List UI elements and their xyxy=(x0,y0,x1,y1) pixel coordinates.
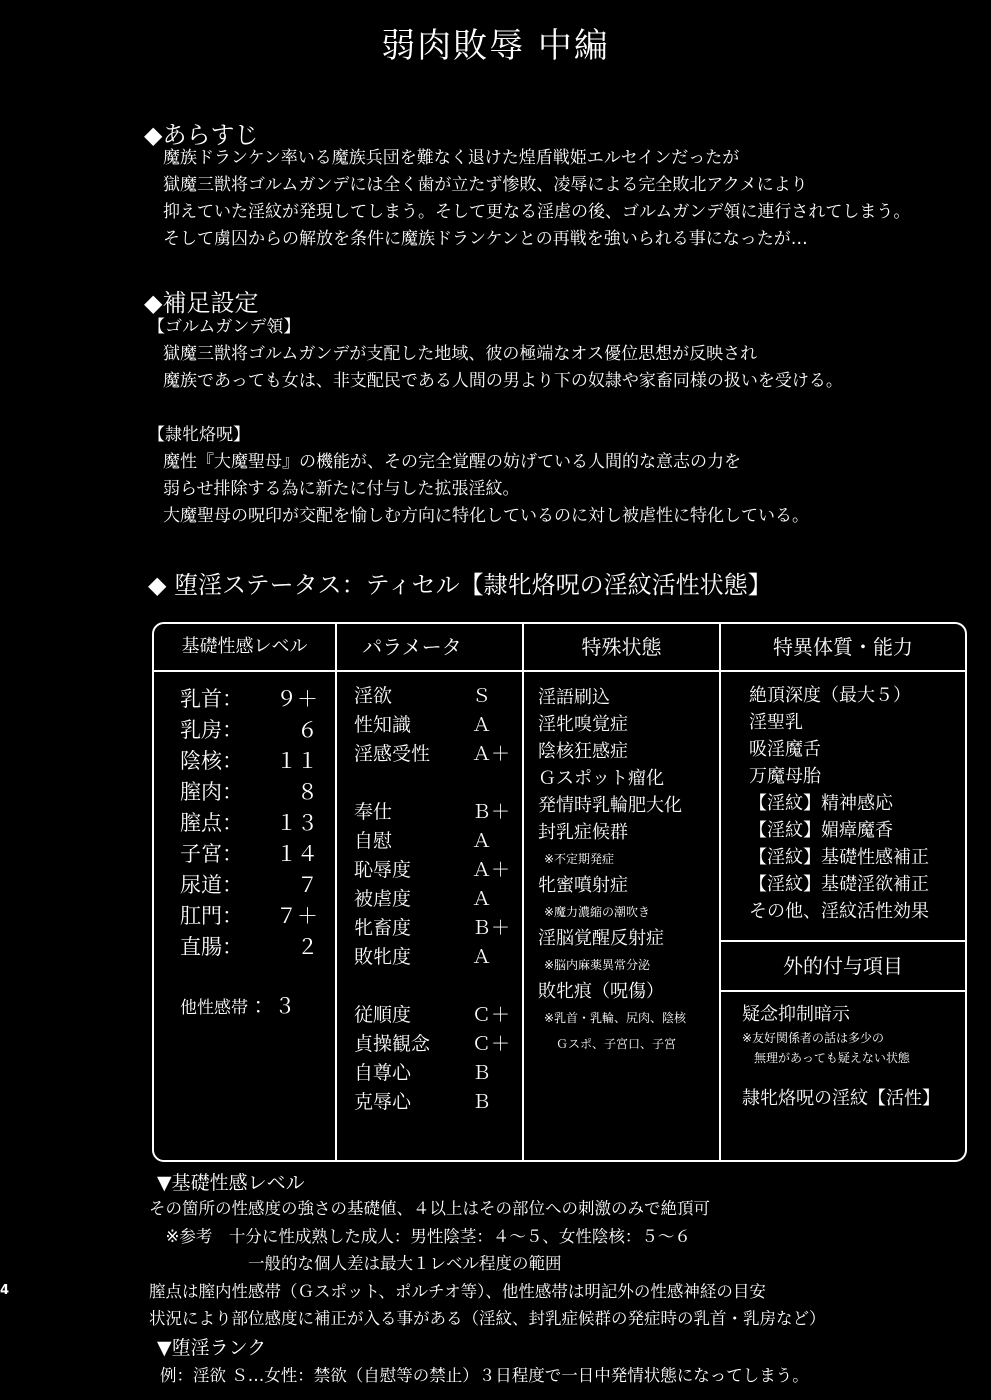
external-header: 外的付与項目 xyxy=(783,954,903,978)
param-name: 淫欲 xyxy=(354,685,393,707)
param-row xyxy=(354,885,510,914)
page-number: 4 xyxy=(0,1283,10,1298)
param-rank: Ａ＋ xyxy=(472,743,511,765)
level-value: ９＋ xyxy=(276,687,318,711)
param-row xyxy=(354,1088,510,1117)
line: ※参考 十分に性成熟した成人：男性陰茎：４～５、女性陰核：５～６ xyxy=(149,1226,691,1246)
level-row xyxy=(180,839,318,870)
ability: 【淫紋】基礎性感補正 xyxy=(749,847,929,868)
supplement-heading: ◆補足設定 xyxy=(144,289,259,317)
param-name: 克辱心 xyxy=(354,1091,412,1113)
line: 大魔聖母の呪印が交配を愉しむ方向に特化しているのに対し被虐性に特化している。 xyxy=(163,506,809,526)
notes-heading-level: ▼基礎性感レベル xyxy=(157,1172,305,1194)
special-state: 敗牝痕（呪傷） xyxy=(538,981,664,1002)
special-state: ※不定期発症 xyxy=(544,852,615,866)
param-rank: Ａ xyxy=(472,714,492,736)
param-rank: Ｓ xyxy=(472,685,492,707)
level-row xyxy=(180,684,318,715)
level-value: ７＋ xyxy=(276,904,318,928)
special-state: 淫牝嗅覚症 xyxy=(538,714,628,735)
param-rank: Ａ xyxy=(472,946,492,968)
level-part: 直腸： xyxy=(180,935,243,959)
level-value: ８ xyxy=(297,780,318,804)
param-name: 恥辱度 xyxy=(354,859,412,881)
ability: 吸淫魔舌 xyxy=(749,739,821,760)
param-row xyxy=(354,798,510,827)
header-special-state: 特殊状態 xyxy=(581,635,662,659)
header-base-level: 基礎性感レベル xyxy=(181,636,308,657)
synopsis-heading: ◆あらすじ xyxy=(144,121,259,149)
level-row xyxy=(180,901,318,932)
ability: その他、淫紋活性効果 xyxy=(749,901,929,922)
param-name: 被虐度 xyxy=(354,888,412,910)
level-part: 肛門： xyxy=(180,904,243,928)
param-row xyxy=(354,827,510,856)
param-row xyxy=(354,1030,510,1059)
line: 魔族であっても女は、非支配民である人間の男より下の奴隷や家畜同様の扱いを受ける。 xyxy=(163,371,843,391)
level-part: 尿道： xyxy=(180,873,243,897)
special-state: Ｇスポット瘤化 xyxy=(538,768,664,789)
param-rank: Ｂ xyxy=(472,1062,492,1084)
other-zones-value: ：３ xyxy=(253,994,296,1018)
param-row xyxy=(354,972,510,1001)
special-state: 封乳症候群 xyxy=(538,822,628,843)
param-name: 性知識 xyxy=(354,714,412,736)
header-parameters: パラメータ xyxy=(362,635,462,659)
level-value: ６ xyxy=(297,718,318,742)
notes-text xyxy=(149,1195,826,1333)
synopsis-text xyxy=(163,145,910,253)
supplement-section-title: 【隷牝烙呪】 xyxy=(148,425,250,445)
param-row xyxy=(354,740,510,769)
line: 魔性『大魔聖母』の機能が、その完全覚醒の妨げている人間的な意志の力を xyxy=(163,452,741,472)
line: 弱らせ排除する為に新たに付与した拡張淫紋。 xyxy=(163,479,520,499)
level-value: １１ xyxy=(276,749,318,773)
other-zones xyxy=(180,992,295,1024)
level-part: 乳房： xyxy=(180,718,243,742)
status-heading: ◆ 堕淫ステータス：ティセル【隷牝烙呪の淫紋活性状態】 xyxy=(148,571,772,599)
external-note: 無理があっても疑えない状態 xyxy=(754,1051,910,1065)
line: 一般的な個人差は最大１レベル程度の範囲 xyxy=(149,1254,562,1273)
special-state: 淫語刷込 xyxy=(538,687,610,708)
param-name: 敗牝度 xyxy=(354,946,412,968)
external-note: ※友好関係者の話は多少の xyxy=(742,1031,885,1045)
special-state: 淫脳覚醒反射症 xyxy=(538,928,664,949)
special-state: ※脳内麻薬異常分泌 xyxy=(544,958,651,972)
param-row xyxy=(354,769,510,798)
param-name xyxy=(354,972,472,1001)
external-item: 疑念抑制暗示 xyxy=(742,1004,850,1025)
level-part: 乳首： xyxy=(180,687,243,711)
param-name: 自慰 xyxy=(354,830,393,852)
level-part: 子宮： xyxy=(180,842,243,866)
ability: 淫聖乳 xyxy=(749,712,803,733)
param-rank: Ａ xyxy=(472,888,492,910)
supplement-section-text xyxy=(163,341,843,395)
level-value: ７ xyxy=(297,873,318,897)
level-row xyxy=(180,746,318,777)
ability: 【淫紋】媚瘴魔香 xyxy=(749,820,893,841)
param-rank: Ｂ xyxy=(472,1091,492,1113)
param-rank: Ｂ＋ xyxy=(472,801,511,823)
param-name xyxy=(354,769,472,798)
param-rank: Ａ xyxy=(472,830,492,852)
notes-example: 例：淫欲 Ｓ…女性：禁欲（自慰等の禁止）３日程度で一日中発情状態になってしまう。 xyxy=(160,1366,809,1385)
ability: 【淫紋】精神感応 xyxy=(749,793,893,814)
param-row xyxy=(354,856,510,885)
param-name: 貞操観念 xyxy=(354,1033,431,1055)
ability: 【淫紋】基礎淫欲補正 xyxy=(749,874,929,895)
line: 抑えていた淫紋が発現してしまう。そして更なる淫虐の後、ゴルムガンデ領に連行されてしまう。 xyxy=(163,202,911,222)
special-state: 発情時乳輪肥大化 xyxy=(538,795,682,816)
param-rank: Ｃ＋ xyxy=(472,1004,511,1026)
param-row xyxy=(354,943,510,972)
param-name: 淫感受性 xyxy=(354,743,431,765)
other-zones-label: 他性感帯 xyxy=(180,998,248,1018)
level-row xyxy=(180,932,318,963)
header-abilities: 特異体質・能力 xyxy=(773,635,913,659)
supplement-section-title: 【ゴルムガンデ領】 xyxy=(148,317,301,337)
level-value: １４ xyxy=(276,842,318,866)
notes-heading-rank: ▼堕淫ランク xyxy=(157,1337,267,1359)
special-state: 牝蜜噴射症 xyxy=(538,875,628,896)
line: 膣点は膣内性感帯（Ｇスポット、ポルチオ等）、他性感帯は明記外の性感神経の目安 xyxy=(149,1281,766,1301)
param-row xyxy=(354,711,510,740)
level-part: 陰核： xyxy=(180,749,243,773)
page-title: 弱肉敗辱 中編 xyxy=(381,26,610,66)
level-row xyxy=(180,808,318,839)
level-part: 膣肉： xyxy=(180,780,243,804)
line: 魔族ドランケン率いる魔族兵団を難なく退けた煌盾戦姫エルセインだったが xyxy=(163,148,740,168)
line: 状況により部位感度に補正が入る事がある（淫紋、封乳症候群の発症時の乳首・乳房など） xyxy=(149,1309,826,1328)
line: 獄魔三獣将ゴルムガンデには全く歯が立たず惨敗、凌辱による完全敗北アクメにより xyxy=(163,175,808,195)
param-rank: Ｂ＋ xyxy=(472,917,511,939)
special-state: ※魔力濃縮の潮吹き xyxy=(544,905,651,919)
param-row xyxy=(354,682,510,711)
line: その箇所の性感度の強さの基礎値、４以上はその部位への刺激のみで絶頂可 xyxy=(149,1199,710,1218)
param-name: 自尊心 xyxy=(354,1062,412,1084)
level-value: １３ xyxy=(276,811,318,835)
param-name: 従順度 xyxy=(354,1004,412,1026)
external-item: 隷牝烙呪の淫紋【活性】 xyxy=(742,1088,940,1109)
special-state: Ｇスポ、子宮口、子宮 xyxy=(544,1037,677,1051)
param-row xyxy=(354,1059,510,1088)
level-row xyxy=(180,715,318,746)
supplement-section-text xyxy=(163,449,809,530)
level-part: 膣点： xyxy=(180,811,243,835)
level-row xyxy=(180,777,318,808)
param-name: 牝畜度 xyxy=(354,917,412,939)
line: 獄魔三獣将ゴルムガンデが支配した地域、彼の極端なオス優位思想が反映され xyxy=(163,344,758,364)
param-name: 奉仕 xyxy=(354,801,393,823)
ability: 絶頂深度（最大５） xyxy=(749,685,911,706)
param-rank: Ａ＋ xyxy=(472,859,511,881)
level-row xyxy=(180,870,318,901)
special-state: 陰核狂感症 xyxy=(538,741,628,762)
line: そして虜囚からの解放を条件に魔族ドランケンとの再戦を強いられる事になったが… xyxy=(163,229,808,249)
param-row xyxy=(354,1001,510,1030)
level-value: ２ xyxy=(297,935,318,959)
ability: 万魔母胎 xyxy=(749,766,821,787)
param-row xyxy=(354,914,510,943)
special-state: ※乳首・乳輪、尻肉、陰核 xyxy=(544,1011,687,1025)
status-table xyxy=(152,622,967,1162)
param-rank: Ｃ＋ xyxy=(472,1033,511,1055)
